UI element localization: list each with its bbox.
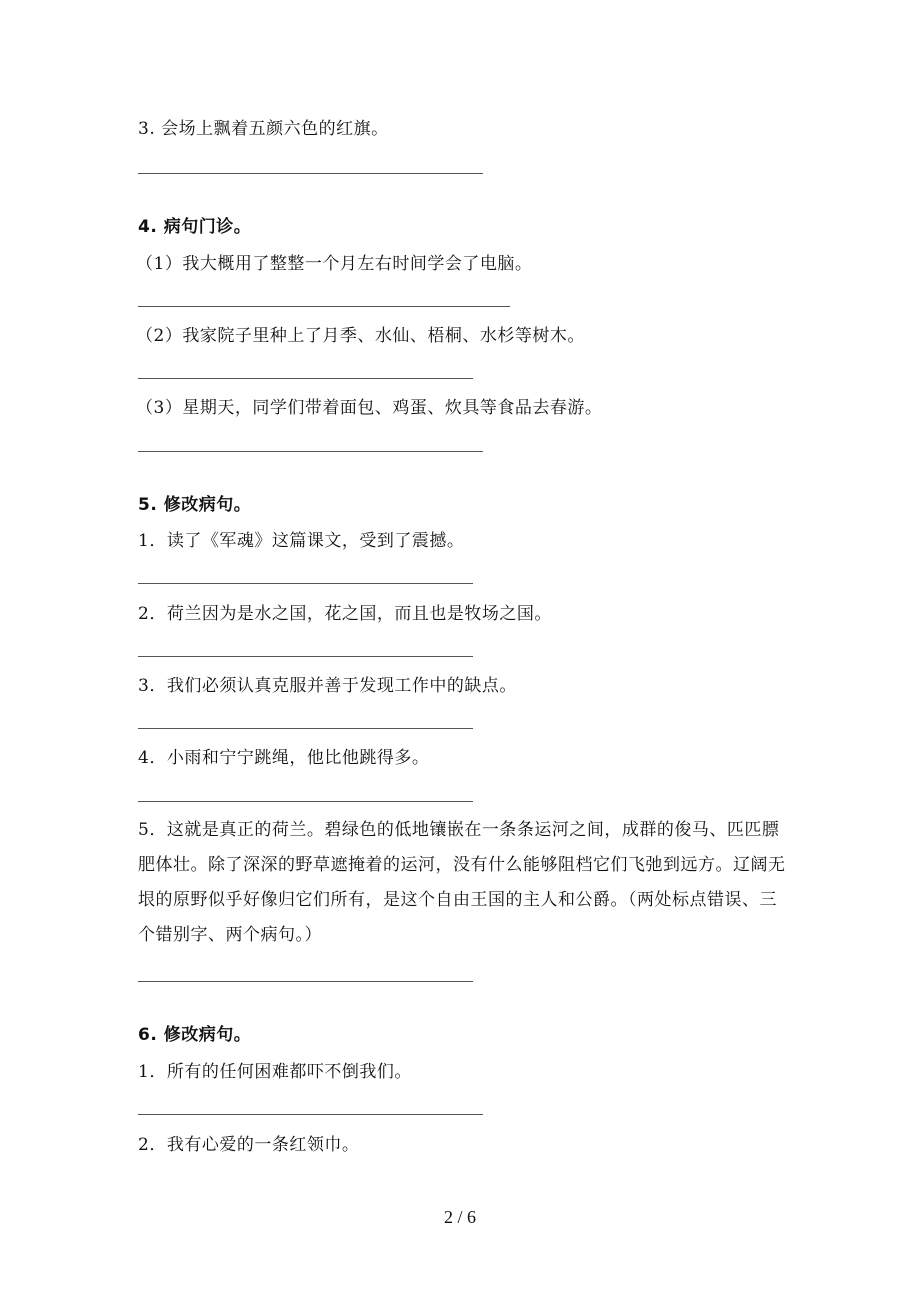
answer-line: [138, 378, 473, 379]
answer-line: [138, 801, 473, 802]
question-6-1: 1．所有的任何困难都吓不倒我们。: [138, 1062, 412, 1082]
page-number: 2 / 6: [443, 1207, 476, 1227]
question-6-2: 2．我有心爱的一条红领巾。: [138, 1135, 360, 1155]
answer-line: [138, 656, 473, 657]
answer-line: [138, 451, 483, 452]
answer-line: [138, 728, 473, 729]
question-5-1: 1．读了《军魂》这篇课文，受到了震撼。: [138, 531, 465, 551]
answer-line: [138, 1114, 483, 1115]
answer-line: [138, 981, 473, 982]
question-4-2: （2）我家院子里种上了月季、水仙、梧桐、水杉等树木。: [136, 326, 585, 346]
answer-line: [138, 306, 510, 307]
question-3-text: 3. 会场上飘着五颜六色的红旗。: [138, 119, 389, 139]
question-5-5: 5．这就是真正的荷兰。碧绿色的低地镶嵌在一条条运河之间，成群的俊马、匹匹膘肥体壮。除了深深的野草遮掩着的运河，没有什么能够阻档它们飞弛到远方。辽阔无垠的原野似乎好像归它们所有，是这个自由王国的主人和公爵。（两处标点错误、三个错别字、两个病句。）: [138, 820, 786, 945]
section-5-heading: 5. 修改病句。: [138, 495, 252, 515]
section-6-heading: 6. 修改病句。: [138, 1025, 252, 1045]
question-4-1: （1）我大概用了整整一个月左右时间学会了电脑。: [136, 254, 533, 274]
answer-line: [138, 583, 473, 584]
question-5-3: 3．我们必须认真克服并善于发现工作中的缺点。: [138, 676, 517, 696]
answer-line: [138, 173, 483, 174]
question-5-4: 4．小雨和宁宁跳绳，他比他跳得多。: [138, 748, 430, 768]
question-5-2: 2．荷兰因为是水之国，花之国，而且也是牧场之国。: [138, 604, 552, 624]
section-4-heading: 4. 病句门诊。: [138, 217, 252, 237]
question-4-3: （3）星期天，同学们带着面包、鸡蛋、炊具等食品去春游。: [136, 398, 603, 418]
